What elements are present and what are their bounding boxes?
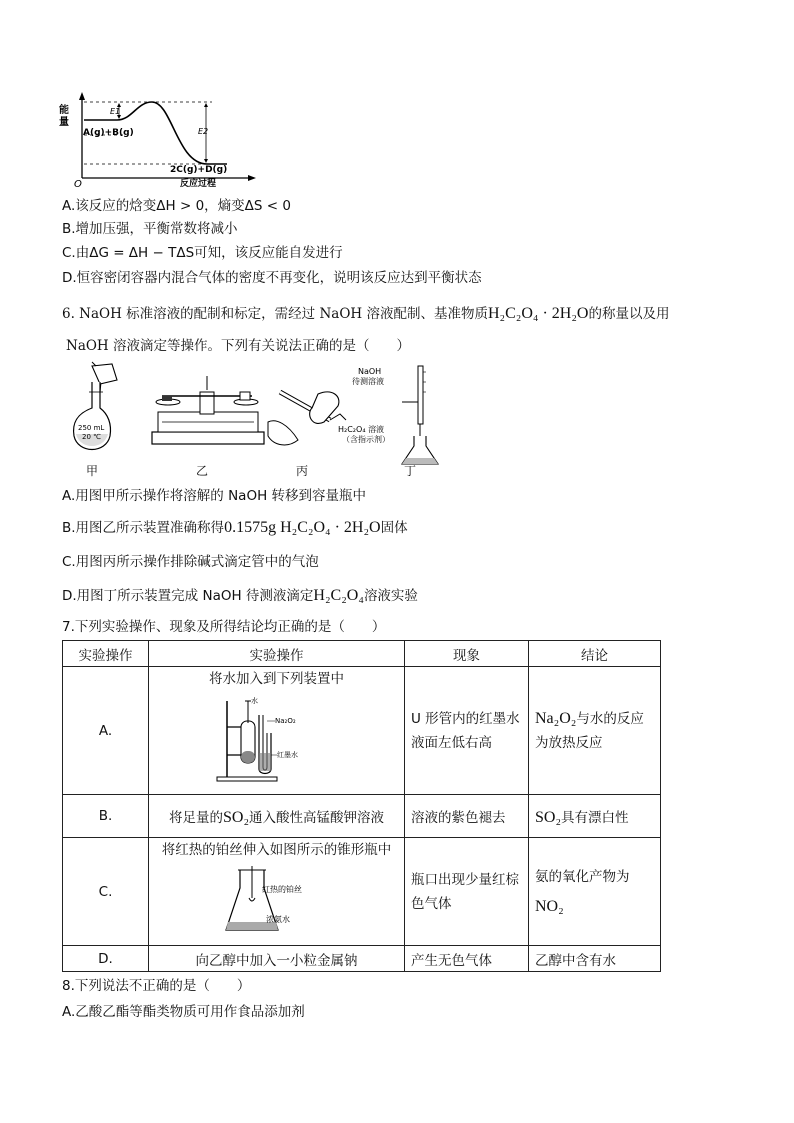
row-c-conclusion-formula: NO₂ <box>535 897 564 915</box>
energy-products: 2C(g)+D(g) <box>170 165 228 175</box>
q5-option-b: B.增加压强，平衡常数将减小 <box>62 221 238 237</box>
q6-formula: H₂C₂O₄ · 2H₂O <box>487 305 589 322</box>
row-c-phenomenon: 瓶口出现少量红棕色气体 <box>405 838 529 946</box>
q6-option-d-pre: D.用图丁所示装置完成 NaOH 待测液滴定 <box>62 588 314 604</box>
energy-diagram <box>56 92 262 190</box>
energy-origin: O <box>74 179 82 190</box>
row-b-phenomenon: 溶液的紫色褪去 <box>405 795 529 838</box>
flask-jia-figure <box>74 362 117 450</box>
row-b-op-formula: SO₂ <box>222 808 250 826</box>
fig-label-water: 水 <box>250 697 258 705</box>
fig-label-jia: 甲 <box>86 464 99 478</box>
burette-label-2: 待测溶液 <box>352 377 384 386</box>
q6-option-a: A.用图甲所示操作将溶解的 NaOH 转移到容量瓶中 <box>62 488 367 504</box>
q5-option-c: C.由ΔG = ΔH − TΔS可知，该反应能自发进行 <box>62 245 343 261</box>
row-b-conclusion <box>529 795 661 838</box>
q8-option-a: A.乙酸乙酯等酯类物质可用作食品添加剂 <box>62 1004 305 1020</box>
titration-ding-figure <box>338 366 438 464</box>
q6-stem-line2: NaOH 溶液滴定等操作。下列有关说法正确的是（ ） <box>66 338 410 354</box>
q6-option-b <box>62 518 408 538</box>
fig-label-pt-wire: 红热的铂丝 <box>261 885 302 894</box>
energy-y-label: 能量 <box>56 104 68 128</box>
table-row <box>63 795 661 838</box>
flask-text-1: 250 mL <box>78 424 105 432</box>
row-c-label: C. <box>63 838 149 946</box>
q6-stem-line1 <box>62 304 669 324</box>
q6-option-d-post: 溶液实验 <box>363 588 418 604</box>
row-b-conclusion-formula: SO₂ <box>535 808 562 826</box>
row-d-operation: 向乙醇中加入一小粒金属钠 <box>149 946 405 972</box>
row-a-operation <box>149 667 405 795</box>
burette-label-1: NaOH <box>358 367 382 376</box>
q6-option-b-post: 固体 <box>380 520 408 536</box>
q6-stem-b: 的称量以及用 <box>588 306 670 322</box>
fig-label-ammonia: 浓氨水 <box>265 915 290 924</box>
row-c-conclusion <box>529 838 661 946</box>
fig-label-bing: 丙 <box>296 464 309 478</box>
row-c-op-text: 将红热的铂丝伸入如图所示的锥形瓶中 <box>161 842 392 858</box>
row-a-conclusion-text: 与水的反应为放热反应 <box>535 710 644 751</box>
header-col-4: 结论 <box>529 641 661 667</box>
row-d-label: D. <box>63 946 149 972</box>
fig-label-na2o2: Na₂O₂ <box>274 717 296 725</box>
solution-label-2: （含指示剂） <box>342 435 390 444</box>
fig-label-yi: 乙 <box>196 464 209 478</box>
header-col-3: 现象 <box>405 641 529 667</box>
q8-stem: 8.下列说法不正确的是（ ） <box>62 978 251 994</box>
q6-option-d <box>62 586 418 606</box>
row-a-op-text: 将水加入到下列装置中 <box>209 671 344 687</box>
erlenmeyer-apparatus <box>222 864 332 940</box>
q6-option-d-formula: H₂C₂O₄ <box>313 587 364 604</box>
table-row <box>63 838 661 946</box>
row-b-label: B. <box>63 795 149 838</box>
table-row <box>63 667 661 795</box>
q6-option-b-pre: B.用图乙所示装置准确称得 <box>62 520 225 536</box>
q6-stem-a: 6. NaOH 标准溶液的配制和标定，需经过 NaOH 溶液配制、基准物质 <box>62 306 488 322</box>
row-b-conclusion-text: 具有漂白性 <box>561 809 629 826</box>
q5-option-d: D.恒容密闭容器内混合气体的密度不再变化，说明该反应达到平衡状态 <box>62 270 482 286</box>
row-c-operation <box>149 838 405 946</box>
row-a-conclusion-formula: Na₂O₂ <box>535 709 577 727</box>
u-tube-apparatus <box>217 693 337 785</box>
row-a-conclusion <box>529 667 661 795</box>
row-b-op-pre: 将足量的 <box>168 809 223 826</box>
header-col-1: 实验操作 <box>63 641 149 667</box>
row-b-operation <box>149 795 405 838</box>
energy-reactants: A(g)+B(g) <box>83 128 134 138</box>
row-a-label: A. <box>63 667 149 795</box>
row-b-op-post: 通入酸性高锰酸钾溶液 <box>249 809 385 826</box>
energy-x-label: 反应过程 <box>180 179 217 189</box>
q6-option-b-formula: 0.1575g H₂C₂O₄ · 2H₂O <box>224 519 381 536</box>
q7-table <box>62 640 661 972</box>
table-row <box>63 946 661 972</box>
row-d-conclusion: 乙醇中含有水 <box>529 946 661 972</box>
row-d-phenomenon: 产生无色气体 <box>405 946 529 972</box>
burette-bing-figure <box>268 392 346 445</box>
row-a-phenomenon: U 形管内的红墨水液面左低右高 <box>405 667 529 795</box>
energy-e2: E2 <box>198 127 209 136</box>
q5-option-a: A.该反应的焓变ΔH > 0，熵变ΔS < 0 <box>62 198 291 214</box>
row-c-conclusion-text: 氨的氧化产物为 <box>535 868 630 885</box>
balance-yi-figure <box>152 376 264 444</box>
table-header-row <box>63 641 661 667</box>
q6-option-c: C.用图丙所示操作排除碱式滴定管中的气泡 <box>62 554 319 570</box>
header-col-2: 实验操作 <box>149 641 405 667</box>
q6-figure-row <box>62 362 452 474</box>
energy-e1: E1 <box>110 107 121 116</box>
solution-label-1: H₂C₂O₄ 溶液 <box>338 425 385 434</box>
flask-text-2: 20 ℃ <box>82 433 101 441</box>
fig-label-red-ink: 红墨水 <box>276 751 298 759</box>
q7-stem: 7.下列实验操作、现象及所得结论均正确的是（ ） <box>62 619 386 635</box>
fig-label-ding: 丁 <box>404 464 417 478</box>
